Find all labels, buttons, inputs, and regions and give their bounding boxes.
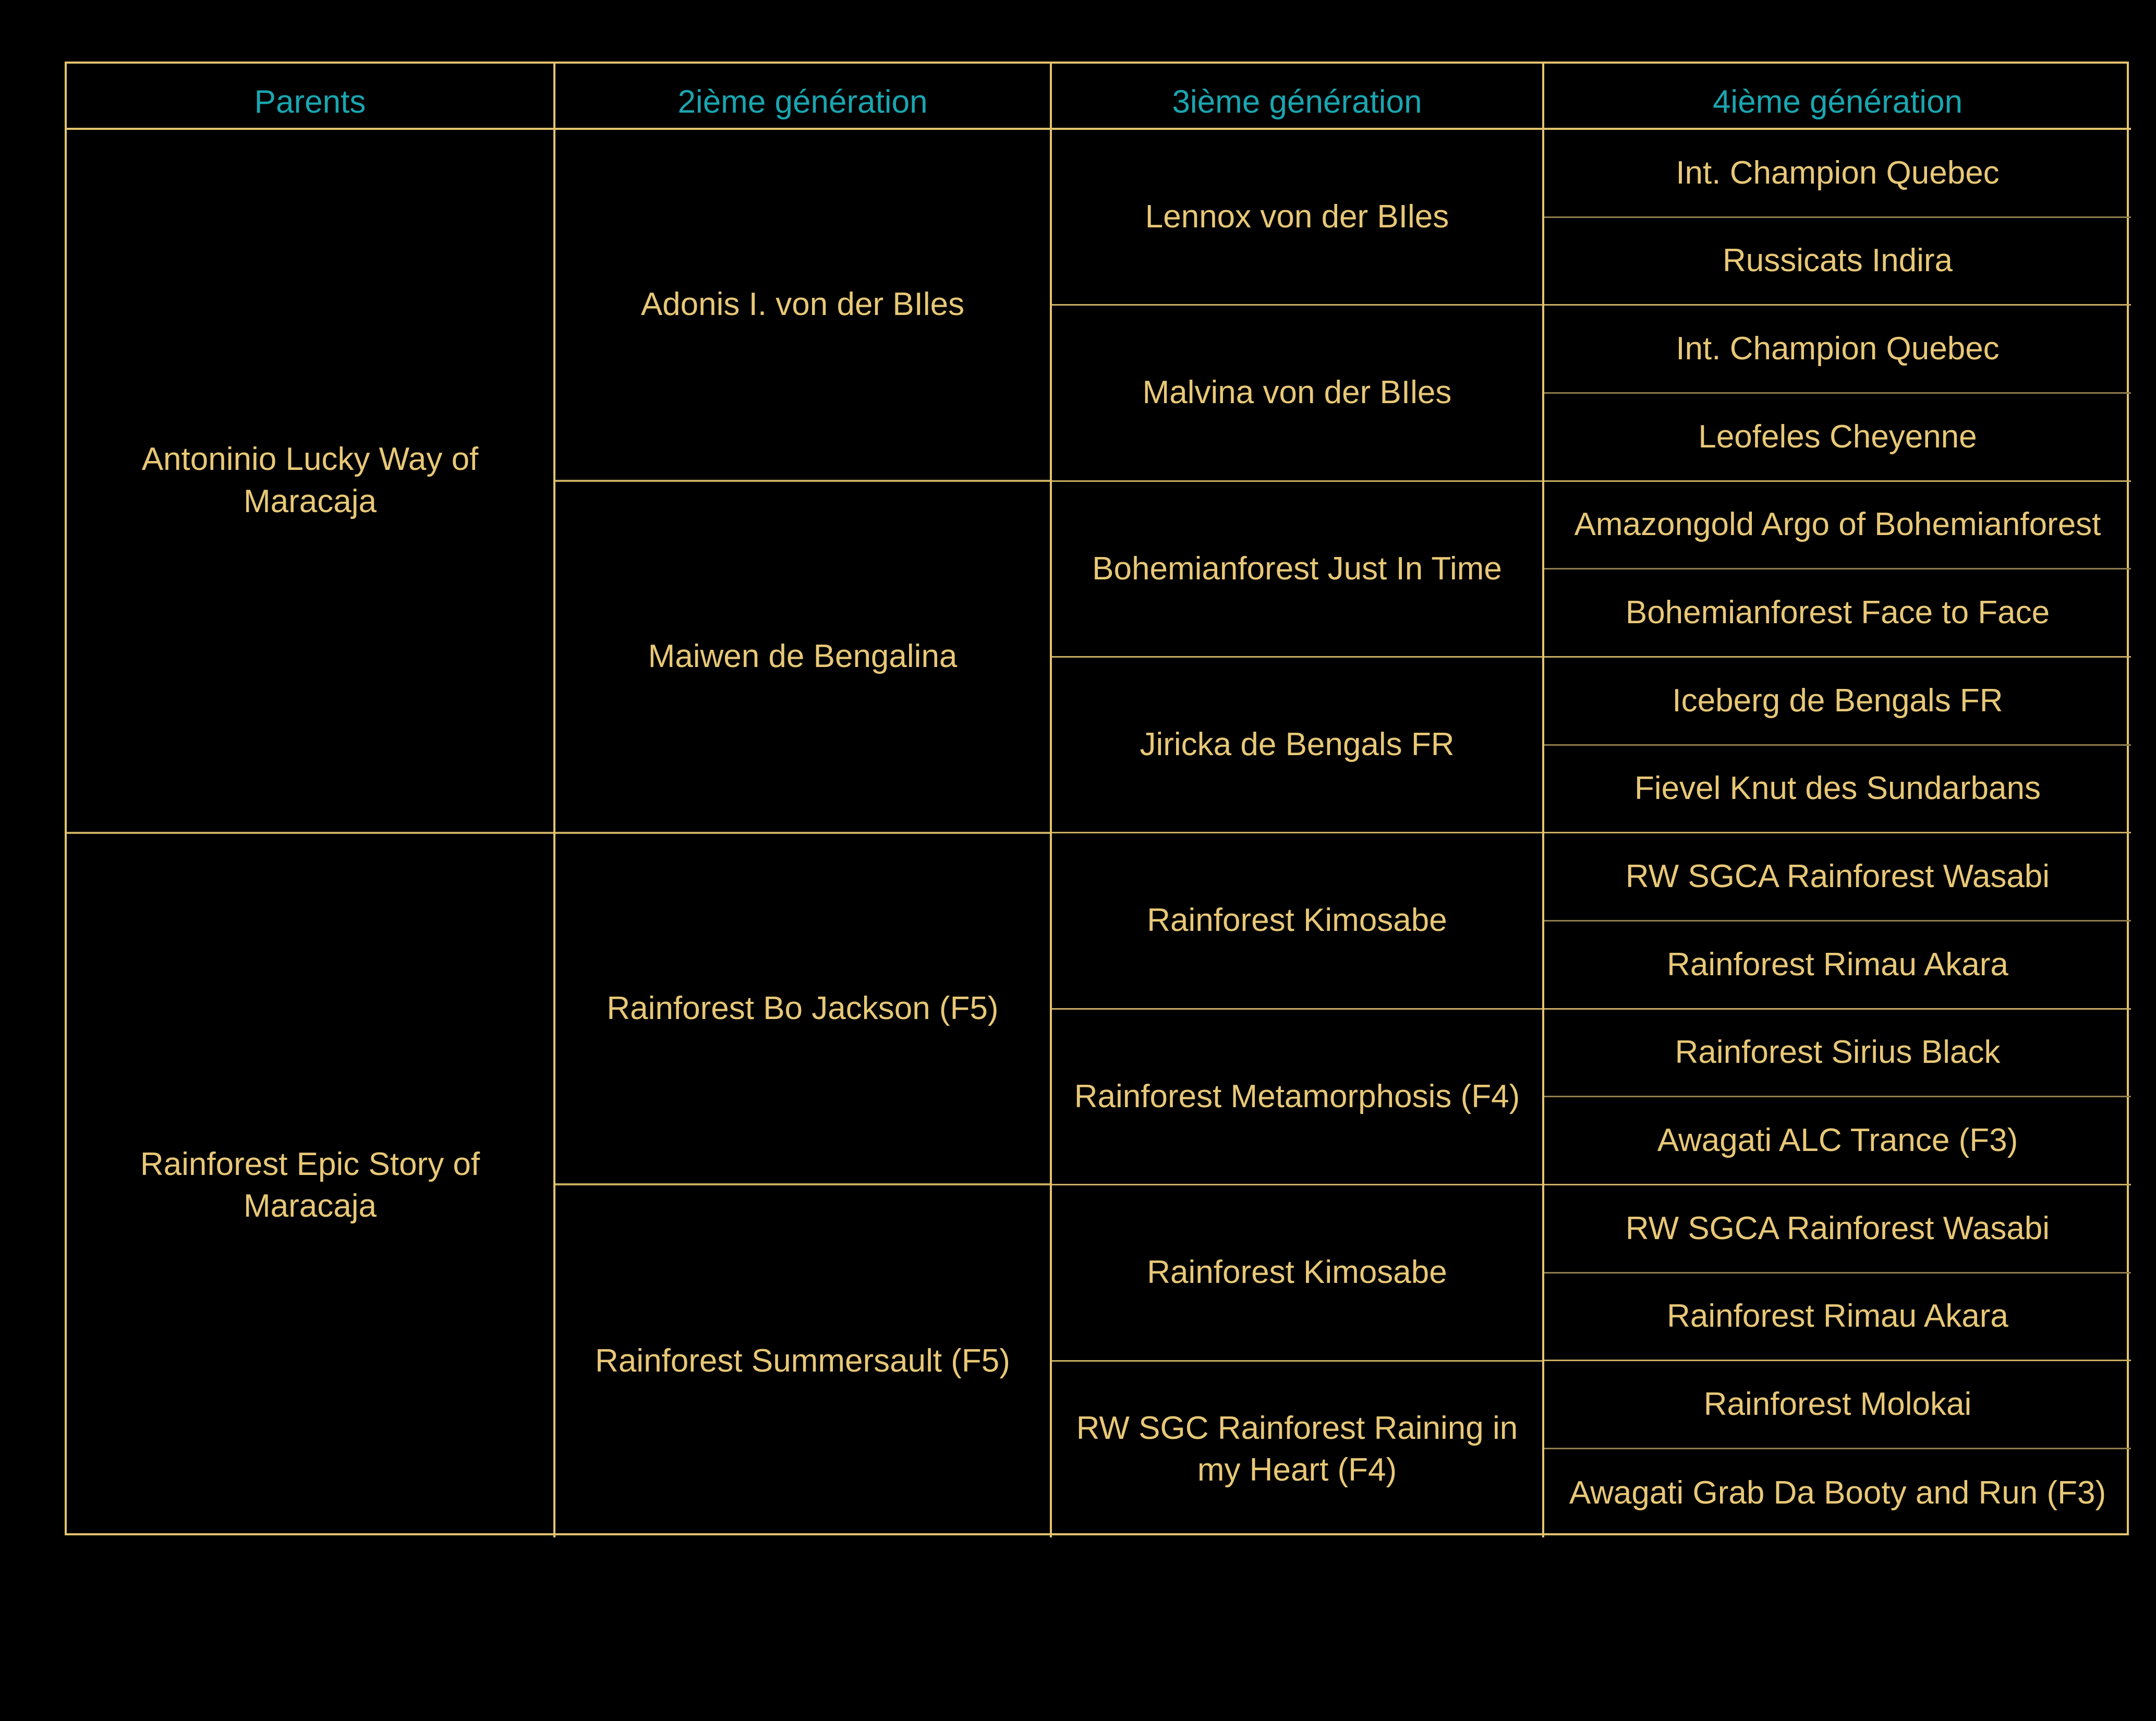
gen2-cell: Adonis I. von der BIles xyxy=(555,130,1050,482)
header-gen2: 2ième génération xyxy=(555,64,1052,130)
header-gen3: 3ième génération xyxy=(1052,64,1544,130)
header-gen4: 4ième génération xyxy=(1544,64,2131,130)
gen3-cell: Lennox von der BIles xyxy=(1052,130,1542,306)
gen4-cell: Russicats Indira xyxy=(1544,218,2131,306)
parent-cell: Rainforest Epic Story of Maracaja xyxy=(140,1146,480,1225)
gen4-cell: Awagati Grab Da Booty and Run (F3) xyxy=(1569,1475,2106,1511)
column-gen4 xyxy=(1544,130,2131,1537)
gen4-cell: Bohemianforest Face to Face xyxy=(1544,569,2131,658)
pedigree-table xyxy=(65,62,2129,1535)
gen4-cell: RW SGCA Rainforest Wasabi xyxy=(1544,1185,2131,1274)
gen2-cell: Rainforest Summersault (F5) xyxy=(595,1343,1010,1379)
gen4-cell: RW SGCA Rainforest Wasabi xyxy=(1544,833,2131,922)
gen4-cell: Iceberg de Bengals FR xyxy=(1544,658,2131,746)
gen3-cell: Rainforest Kimosabe xyxy=(1052,833,1542,1009)
gen2-cell: Rainforest Bo Jackson (F5) xyxy=(555,834,1050,1186)
gen2-cell: Maiwen de Bengalina xyxy=(555,482,1050,834)
parent-cell: Antoninio Lucky Way of Maracaja xyxy=(67,130,553,834)
gen4-cell: Rainforest Rimau Akara xyxy=(1544,922,2131,1010)
gen3-cell: Malvina von der BIles xyxy=(1052,306,1542,481)
column-gen3 xyxy=(1052,130,1544,1537)
gen3-cell: Jiricka de Bengals FR xyxy=(1052,658,1542,833)
gen4-cell: Leofeles Cheyenne xyxy=(1544,394,2131,482)
gen3-cell: RW SGC Rainforest Raining in my Heart (F4) xyxy=(1076,1410,1518,1488)
gen3-cell: Bohemianforest Just In Time xyxy=(1052,482,1542,658)
column-gen2 xyxy=(555,130,1052,1537)
gen4-cell: Int. Champion Quebec xyxy=(1544,306,2131,394)
gen4-cell: Rainforest Rimau Akara xyxy=(1544,1274,2131,1362)
column-parents xyxy=(67,130,555,1537)
gen4-cell: Amazongold Argo of Bohemianforest xyxy=(1544,482,2131,570)
gen4-cell: Rainforest Molokai xyxy=(1544,1361,2131,1449)
gen4-cell: Fievel Knut des Sundarbans xyxy=(1544,746,2131,834)
gen4-cell: Awagati ALC Trance (F3) xyxy=(1544,1097,2131,1185)
gen3-cell: Rainforest Kimosabe xyxy=(1052,1185,1542,1361)
gen4-cell: Rainforest Sirius Black xyxy=(1544,1010,2131,1098)
header-parents: Parents xyxy=(67,64,555,130)
gen3-cell: Rainforest Metamorphosis (F4) xyxy=(1052,1010,1542,1185)
gen4-cell: Int. Champion Quebec xyxy=(1544,130,2131,218)
